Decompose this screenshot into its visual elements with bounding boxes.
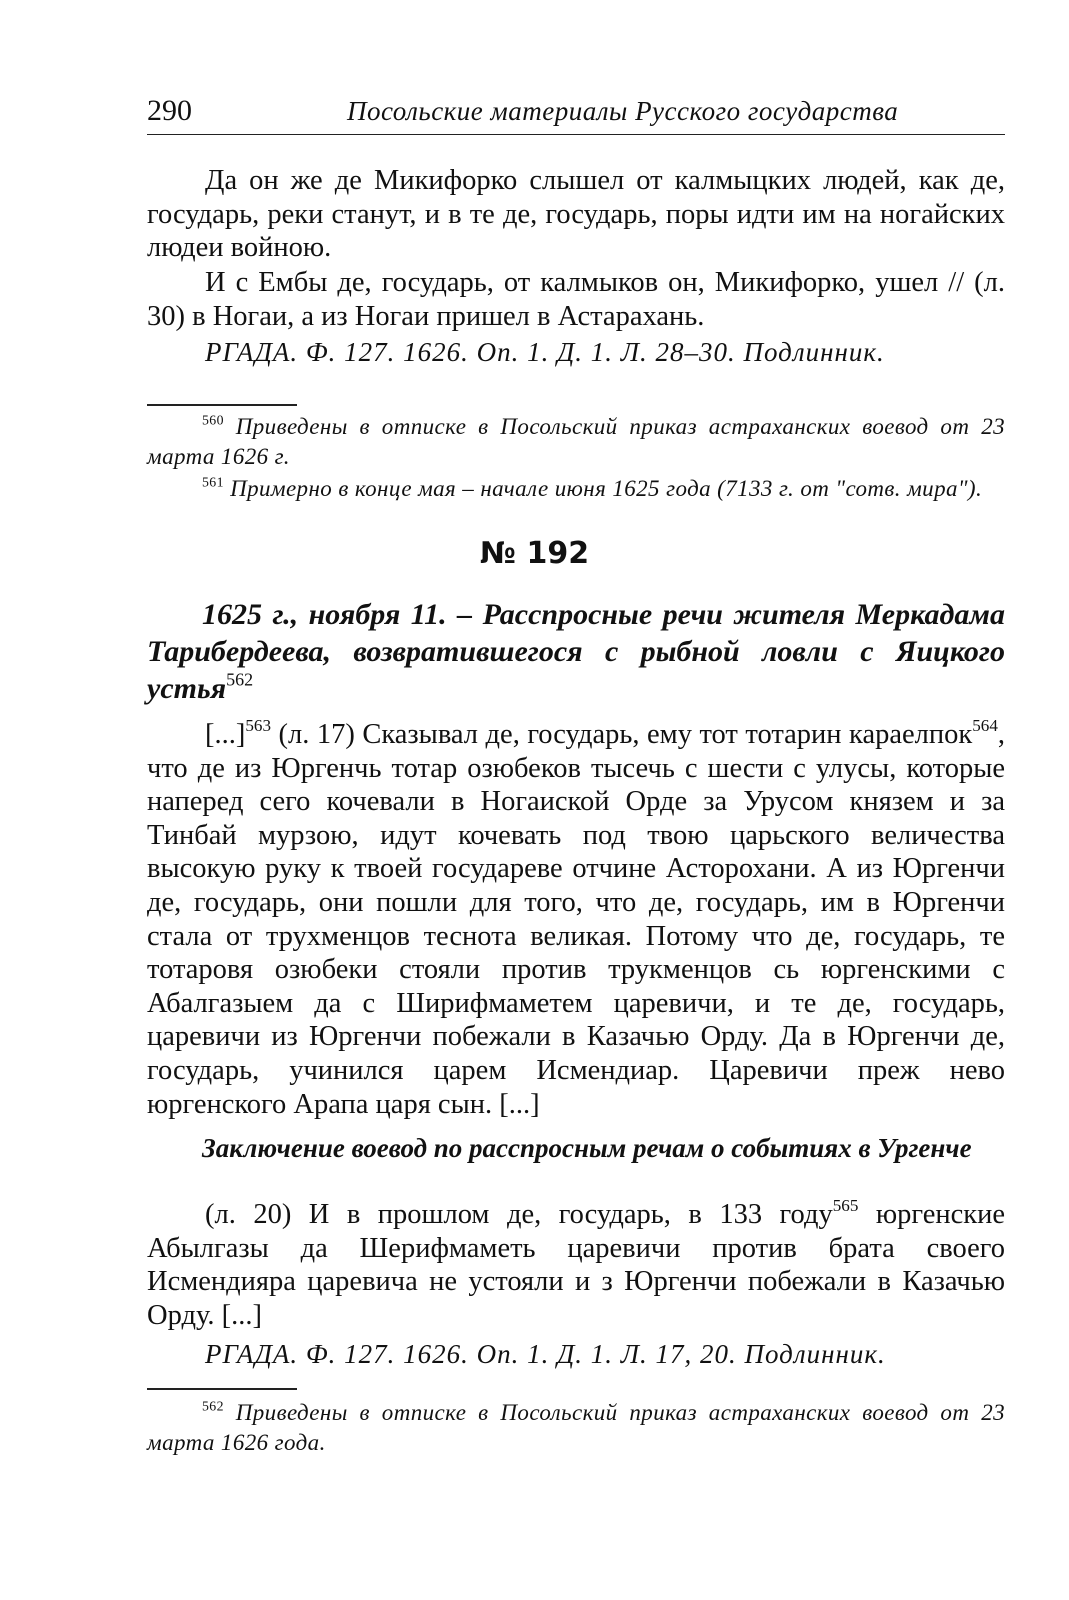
page-number: 290 [147, 94, 192, 127]
body-text: (л. 17) Сказывал де, государь, ему тот тотарин караелпок [271, 719, 973, 750]
document-body [147, 718, 1005, 1121]
footnote-mark: 563 [245, 716, 271, 736]
paragraph: И с Ембы де, государь, от калмыков он, Микифорко, ушел // (л. 30) в Ногаи, а из Ногаи пришел в Астарахань. [147, 267, 1005, 332]
document-title [147, 596, 1005, 707]
paragraph: Да он же де Микифорко слышел от калмыцких людей, как де, государь, реки станут, и в те де, государь, поры идти им на ногайских людеи войною. [147, 165, 1005, 264]
footnote-mark: 564 [972, 716, 998, 736]
footnote-mark: 565 [832, 1196, 859, 1216]
body-text: , что де из Юргенчь тотар озюбеков тысечь с шести с улусы, которые наперед сего кочевали в Ногаиской Орде за Урусом князем и за Тинбай мурзою, идут кочевать под твою царьского величества высокую руку к твоей государеве отчине Асторохани. А из Юргенчи де, государь, они пошли для того, что де, государь, им в Юргенчи стала от трухменцов теснота великая. Потому что де, государь, те тотаровя озюбеки стояли против трукменцов сь юргенскими с Абалгазыем да с Ширифмаметем царевичи, и те де, государь, царевичи из Юргенчи побежали в Казачью Орду. Да в Юргенчи де, государь, учинился царем Исмендиар. Царевичи преж нево юргенского Арапа царя сын. [...] [147, 719, 1005, 1120]
running-title: Посольские материалы Русского государства [347, 96, 899, 126]
page-header [147, 94, 1005, 135]
footnote [147, 412, 1005, 472]
footnote-rule [147, 1388, 297, 1390]
source-citation: РГАДА. Ф. 127. 1626. Оп. 1. Д. 1. Л. 17, 20. Подлинник. [205, 1339, 886, 1369]
footnote-mark: 562 [202, 1398, 224, 1414]
document-body [147, 1198, 1005, 1332]
subheading: Заключение воевод по расспросным речам о событиях в Ургенче [202, 1133, 972, 1163]
footnote-rule [147, 404, 297, 406]
body-text: (л. 20) И в прошлом де, государь, в 133 году [205, 1199, 833, 1230]
source-citation: РГАДА. Ф. 127. 1626. Оп. 1. Д. 1. Л. 28–30. Подлинник. [205, 337, 885, 367]
footnote [147, 1398, 1005, 1458]
footnote-mark: 562 [226, 669, 254, 690]
footnote-mark: 561 [202, 474, 224, 490]
body-text: юргенские Абылгазы да Шерифмаметь царевичи против брата своего Исмендияра царевича не устояли и з Юргенчи побежали в Казачью Орду. [...] [147, 1199, 1005, 1331]
document-title-text: 1625 г., ноября 11. – Расспросные речи жителя Меркадама Тарибердеева, возвратившегося с рыбной ловли с Яицкого устья [147, 598, 1005, 705]
document-number: № 192 [479, 536, 590, 571]
footnote-text: Примерно в конце мая – начале июня 1625 года (7133 г. от "сотв. мира"). [230, 476, 983, 501]
footnote [147, 474, 1005, 504]
ellipsis: [...] [205, 719, 246, 750]
footnote-text: Приведены в отписке в Посольский приказ астраханских воевод от 23 марта 1626 года. [147, 1400, 1005, 1455]
footnote-text: Приведены в отписке в Посольский приказ астраханских воевод от 23 марта 1626 г. [147, 414, 1005, 469]
footnote-mark: 560 [202, 412, 224, 428]
